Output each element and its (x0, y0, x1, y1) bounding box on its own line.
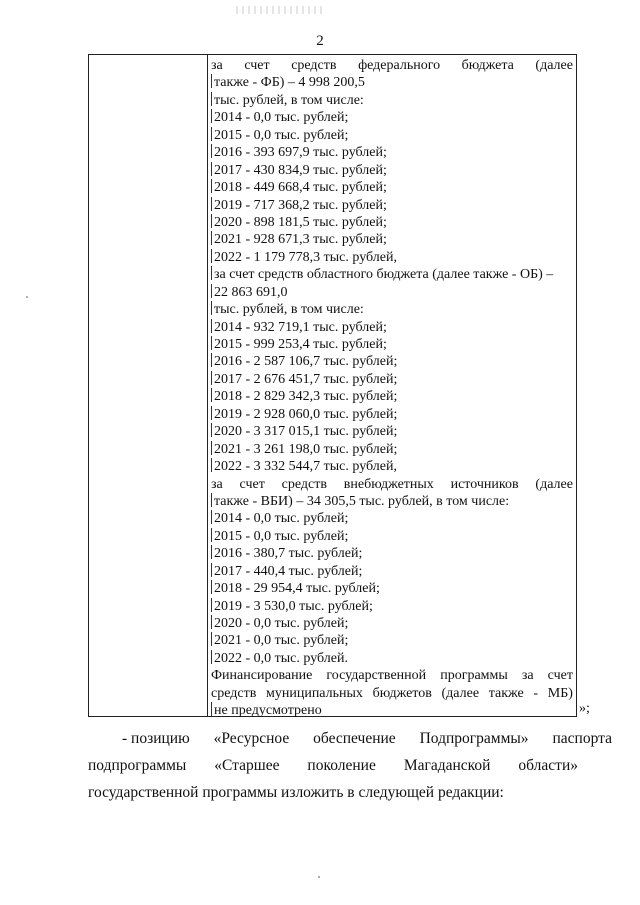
vbi-year-row-text: 2019 - 3 530,0 тыс. рублей; (214, 598, 373, 614)
instruction-word: поколение (307, 757, 376, 774)
vbi-year-row (211, 545, 573, 562)
cell-left-rule (211, 179, 212, 193)
instruction-word: «Ресурсное (213, 730, 290, 747)
vbi-year-row-text: 2021 - 0,0 тыс. рублей; (214, 633, 349, 649)
instruction-word: Подпрограммы» (419, 730, 529, 747)
fb-year-row-text: 2014 - 0,0 тыс. рублей; (214, 110, 349, 126)
cell-left-rule (211, 144, 212, 158)
ob-year-row-text: 2021 - 3 261 198,0 тыс. рублей; (214, 441, 398, 457)
vbi-year-row-text: 2014 - 0,0 тыс. рублей; (214, 511, 349, 527)
fb-intro-tail (211, 74, 573, 91)
mb-line-2-word: МБ) (547, 685, 573, 701)
ob-year-row-text: 2014 - 932 719,1 тыс. рублей; (214, 319, 387, 335)
mb-line-1 (211, 667, 573, 684)
mb-line-2-word: (далее (441, 685, 480, 701)
instruction-word: - позицию (122, 730, 190, 747)
ob-intro-text: за счет средств областного бюджета (далее также - ОБ) – (214, 267, 554, 283)
ob-year-row-text: 2020 - 3 317 015,1 тыс. рублей; (214, 424, 398, 440)
cell-left-rule (211, 510, 212, 524)
mb-line-3 (211, 702, 573, 719)
funding-cell (211, 57, 573, 720)
vbi-year-row (211, 632, 573, 649)
mb-line-1-word: за (521, 668, 534, 684)
ob-year-row-text: 2019 - 2 928 060,0 тыс. рублей; (214, 406, 398, 422)
cell-left-rule (211, 92, 212, 106)
fb-intro-line-word: федерального (358, 58, 441, 73)
fb-year-row (211, 214, 573, 231)
instruction-word: Магаданской (403, 757, 491, 774)
vbi-intro-line-word: внебюджетных (343, 476, 434, 492)
ob-year-row (211, 388, 573, 405)
cell-left-rule (211, 632, 212, 646)
cell-left-rule (211, 528, 212, 542)
fb-year-row-text: 2018 - 449 668,4 тыс. рублей; (214, 180, 387, 196)
fb-year-row (211, 127, 573, 144)
instruction-line-3: государственной программы изложить в следующей редакции: (88, 784, 504, 801)
fb-year-row (211, 197, 573, 214)
vbi-year-row (211, 510, 573, 527)
scan-speck (26, 296, 28, 298)
cell-left-rule (211, 458, 212, 472)
fb-year-row (211, 109, 573, 126)
cell-left-rule (211, 388, 212, 402)
ob-year-row-text: 2022 - 3 332 544,7 тыс. рублей, (214, 459, 397, 475)
vbi-year-row-text: 2016 - 380,7 тыс. рублей; (214, 546, 363, 562)
cell-left-rule (211, 266, 212, 280)
mb-line-1-word: государственной (326, 668, 427, 684)
cell-left-rule (211, 371, 212, 385)
resource-table (88, 54, 577, 717)
scan-speck (318, 876, 320, 878)
mb-line-1-word: счет (547, 668, 573, 684)
ob-year-row (211, 336, 573, 353)
cell-left-rule (211, 319, 212, 333)
vbi-year-row-text: 2020 - 0,0 тыс. рублей; (214, 616, 349, 631)
instruction-line-2 (88, 757, 578, 775)
ob-year-row (211, 319, 573, 336)
cell-left-rule (211, 231, 212, 245)
cell-left-rule (211, 545, 212, 559)
cell-left-rule (211, 197, 212, 211)
ob-total-text: 22 863 691,0 (214, 284, 288, 300)
vbi-year-row-text: 2018 - 29 954,4 тыс. рублей; (214, 581, 380, 597)
mb-line-3-text: не предусмотрено (214, 703, 322, 719)
fb-incl (211, 92, 573, 109)
vbi-intro-line-word: счет (239, 476, 265, 492)
mb-line-2-word: муниципальных (265, 685, 363, 701)
cell-left-rule (211, 493, 212, 507)
fb-year-row-text: 2022 - 1 179 778,3 тыс. рублей, (214, 249, 397, 265)
cell-left-rule (211, 406, 212, 420)
cell-left-rule (211, 563, 212, 577)
cell-left-rule (211, 353, 212, 367)
cell-left-rule (211, 127, 212, 141)
fb-intro-line-word: (далее (535, 58, 573, 73)
fb-year-row-text: 2021 - 928 671,3 тыс. рублей; (214, 232, 387, 248)
vbi-year-row (211, 650, 573, 667)
page-number: 2 (316, 33, 324, 49)
ob-intro (211, 266, 573, 283)
fb-year-row-text: 2019 - 717 368,2 тыс. рублей; (214, 197, 387, 213)
ob-incl-text: тыс. рублей, в том числе: (214, 302, 364, 318)
cell-left-rule (211, 162, 212, 176)
fb-intro-tail-text: также - ФБ) – 4 998 200,5 (214, 75, 365, 91)
vbi-year-row (211, 615, 573, 632)
instruction-word: «Старшее (214, 757, 280, 774)
vbi-year-row-text: 2022 - 0,0 тыс. рублей. (214, 650, 348, 666)
fb-year-row (211, 162, 573, 179)
cell-left-rule (211, 109, 212, 123)
mb-line-2-word: - (533, 685, 539, 701)
cell-left-rule (211, 580, 212, 594)
scan-smudge (236, 6, 326, 14)
vbi-intro-tail (211, 493, 573, 510)
column-divider (207, 55, 208, 716)
fb-intro-line-word: бюджета (461, 58, 514, 73)
vbi-intro-line-word: (далее (535, 476, 573, 492)
mb-line-2-word: также (488, 685, 524, 701)
vbi-intro-line-word: средств (281, 476, 327, 492)
vbi-intro-line-word: источников (450, 476, 519, 492)
mb-line-1-word: программы (440, 668, 508, 684)
ob-year-row-text: 2015 - 999 253,4 тыс. рублей; (214, 337, 387, 352)
instruction-word: подпрограммы (88, 757, 187, 774)
cell-left-rule (211, 249, 212, 263)
ob-year-row (211, 458, 573, 475)
fb-year-row (211, 144, 573, 161)
cell-left-rule (211, 441, 212, 455)
cell-left-rule (211, 301, 212, 315)
ob-year-row (211, 423, 573, 440)
vbi-intro-tail-text: также - ВБИ) – 34 305,5 тыс. рублей, в том числе: (214, 493, 510, 509)
fb-intro-line (211, 57, 573, 74)
instruction-word: обеспечение (313, 730, 396, 747)
cell-left-rule (211, 423, 212, 437)
cell-left-rule (211, 336, 212, 350)
fb-year-row (211, 231, 573, 248)
fb-year-row (211, 179, 573, 196)
cell-left-rule (211, 284, 212, 298)
cell-left-rule (211, 650, 212, 664)
fb-year-row-text: 2015 - 0,0 тыс. рублей; (214, 127, 349, 143)
vbi-year-row (211, 528, 573, 545)
ob-year-row (211, 406, 573, 423)
fb-intro-line-word: счет (244, 58, 270, 73)
mb-line-2-word: бюджетов (372, 685, 432, 701)
vbi-year-row-text: 2017 - 440,4 тыс. рублей; (214, 563, 363, 579)
closing-quote: »; (579, 701, 590, 716)
instruction-word: паспорта (552, 730, 612, 747)
cell-left-rule (211, 74, 212, 88)
mb-line-2 (211, 685, 573, 702)
ob-year-row-text: 2017 - 2 676 451,7 тыс. рублей; (214, 371, 398, 387)
vbi-year-row (211, 563, 573, 580)
ob-total (211, 284, 573, 301)
ob-year-row (211, 441, 573, 458)
fb-year-row-text: 2020 - 898 181,5 тыс. рублей; (214, 214, 387, 230)
vbi-year-row (211, 580, 573, 597)
fb-intro-line-word: за (211, 58, 223, 73)
cell-left-rule (211, 214, 212, 228)
vbi-intro-line-word: за (211, 476, 223, 492)
fb-intro-line-word: средств (291, 58, 337, 73)
ob-year-row (211, 353, 573, 370)
fb-year-row-text: 2016 - 393 697,9 тыс. рублей; (214, 145, 387, 161)
mb-line-1-word: Финансирование (211, 668, 313, 684)
mb-line-2-word: средств (211, 685, 257, 701)
ob-year-row (211, 371, 573, 388)
ob-year-row-text: 2016 - 2 587 106,7 тыс. рублей; (214, 354, 398, 370)
fb-incl-text: тыс. рублей, в том числе: (214, 92, 364, 108)
vbi-year-row-text: 2015 - 0,0 тыс. рублей; (214, 528, 349, 544)
ob-year-row-text: 2018 - 2 829 342,3 тыс. рублей; (214, 389, 398, 405)
fb-year-row (211, 249, 573, 266)
cell-left-rule (211, 615, 212, 629)
ob-incl (211, 301, 573, 318)
cell-left-rule (211, 702, 212, 716)
vbi-year-row (211, 598, 573, 615)
vbi-intro-line (211, 476, 573, 493)
fb-year-row-text: 2017 - 430 834,9 тыс. рублей; (214, 162, 387, 178)
instruction-line-1 (88, 730, 612, 748)
cell-left-rule (211, 598, 212, 612)
instruction-word: области» (518, 757, 578, 774)
